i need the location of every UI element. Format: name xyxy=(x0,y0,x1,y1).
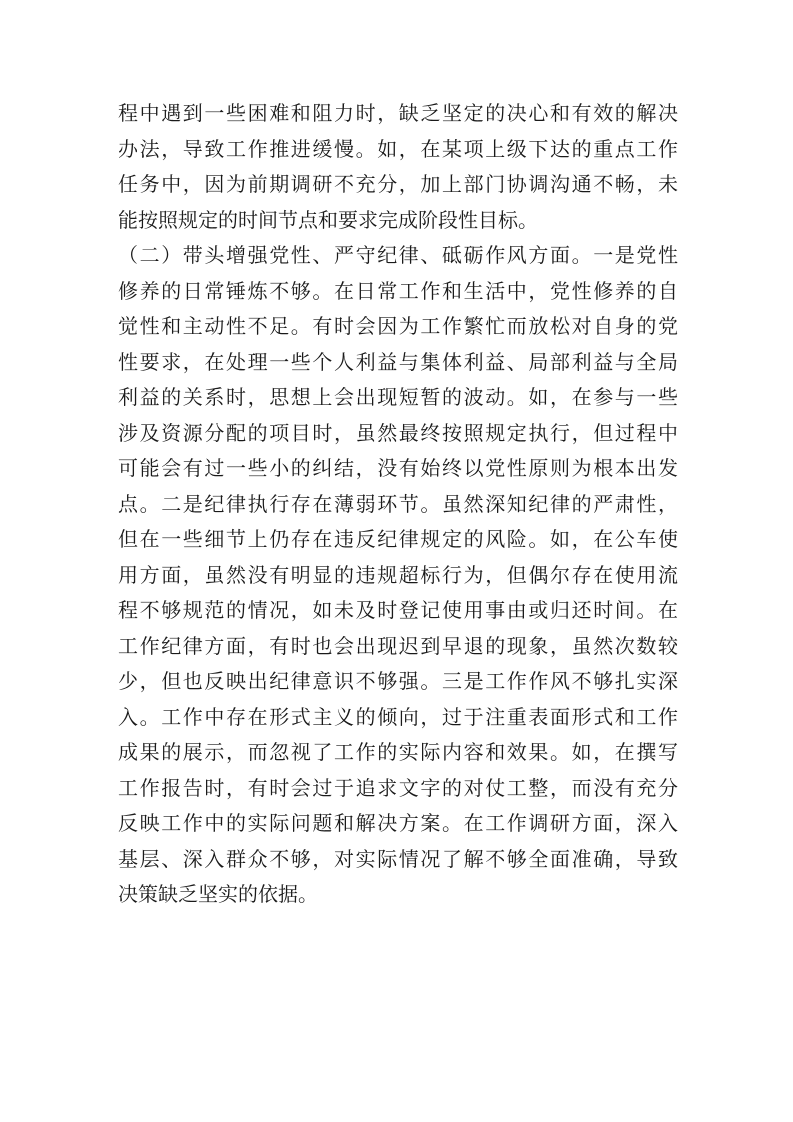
text-line: 反映工作中的实际问题和解决方案。在工作调研方面，深入 xyxy=(118,811,678,835)
text-line: 入。工作中存在形式主义的倾向，过于注重表面形式和工作 xyxy=(118,704,678,729)
text-line: 成果的展示，而忽视了工作的实际内容和效果。如，在撰写 xyxy=(118,740,678,764)
text-line: 工作纪律方面，有时也会出现迟到早退的现象，虽然次数较 xyxy=(118,633,678,658)
text-line: 觉性和主动性不足。有时会因为工作繁忙而放松对自身的党 xyxy=(118,314,678,338)
text-line: 点。二是纪律执行存在薄弱环节。虽然深知纪律的严肃性， xyxy=(118,491,678,516)
text-line: 基层、深入群众不够，对实际情况了解不够全面准确，导致 xyxy=(118,846,678,871)
text-line: 修养的日常锤炼不够。在日常工作和生活中，党性修养的自 xyxy=(118,278,678,303)
text-line: 涉及资源分配的项目时，虽然最终按照规定执行，但过程中 xyxy=(118,420,678,445)
section-heading-line: （二）带头增强党性、严守纪律、砥砺作风方面。一是党性 xyxy=(118,243,678,267)
text-line: 程不够规范的情况，如未及时登记使用事由或归还时间。在 xyxy=(118,598,678,622)
text-line: 能按照规定的时间节点和要求完成阶段性目标。 xyxy=(118,207,538,232)
text-line: 工作报告时，有时会过于追求文字的对仗工整，而没有充分 xyxy=(118,775,678,800)
text-line: 任务中，因为前期调研不充分，加上部门协调沟通不畅，未 xyxy=(118,172,678,196)
text-line: 少，但也反映出纪律意识不够强。三是工作作风不够扎实深 xyxy=(118,669,678,693)
text-line: 利益的关系时，思想上会出现短暂的波动。如，在参与一些 xyxy=(118,385,678,409)
text-line: 用方面，虽然没有明显的违规超标行为，但偶尔存在使用流 xyxy=(118,562,678,587)
text-line: 决策缺乏坚实的依据。 xyxy=(118,882,318,906)
text-line: 可能会有过一些小的纠结，没有始终以党性原则为根本出发 xyxy=(118,456,678,480)
text-line: 办法，导致工作推进缓慢。如，在某项上级下达的重点工作 xyxy=(118,136,678,161)
body-text xyxy=(118,96,678,913)
text-line: 程中遇到一些困难和阻力时，缺乏坚定的决心和有效的解决 xyxy=(118,101,678,125)
text-line: 但在一些细节上仍存在违反纪律规定的风险。如，在公车使 xyxy=(118,527,678,551)
text-line: 性要求，在处理一些个人利益与集体利益、局部利益与全局 xyxy=(118,349,678,374)
